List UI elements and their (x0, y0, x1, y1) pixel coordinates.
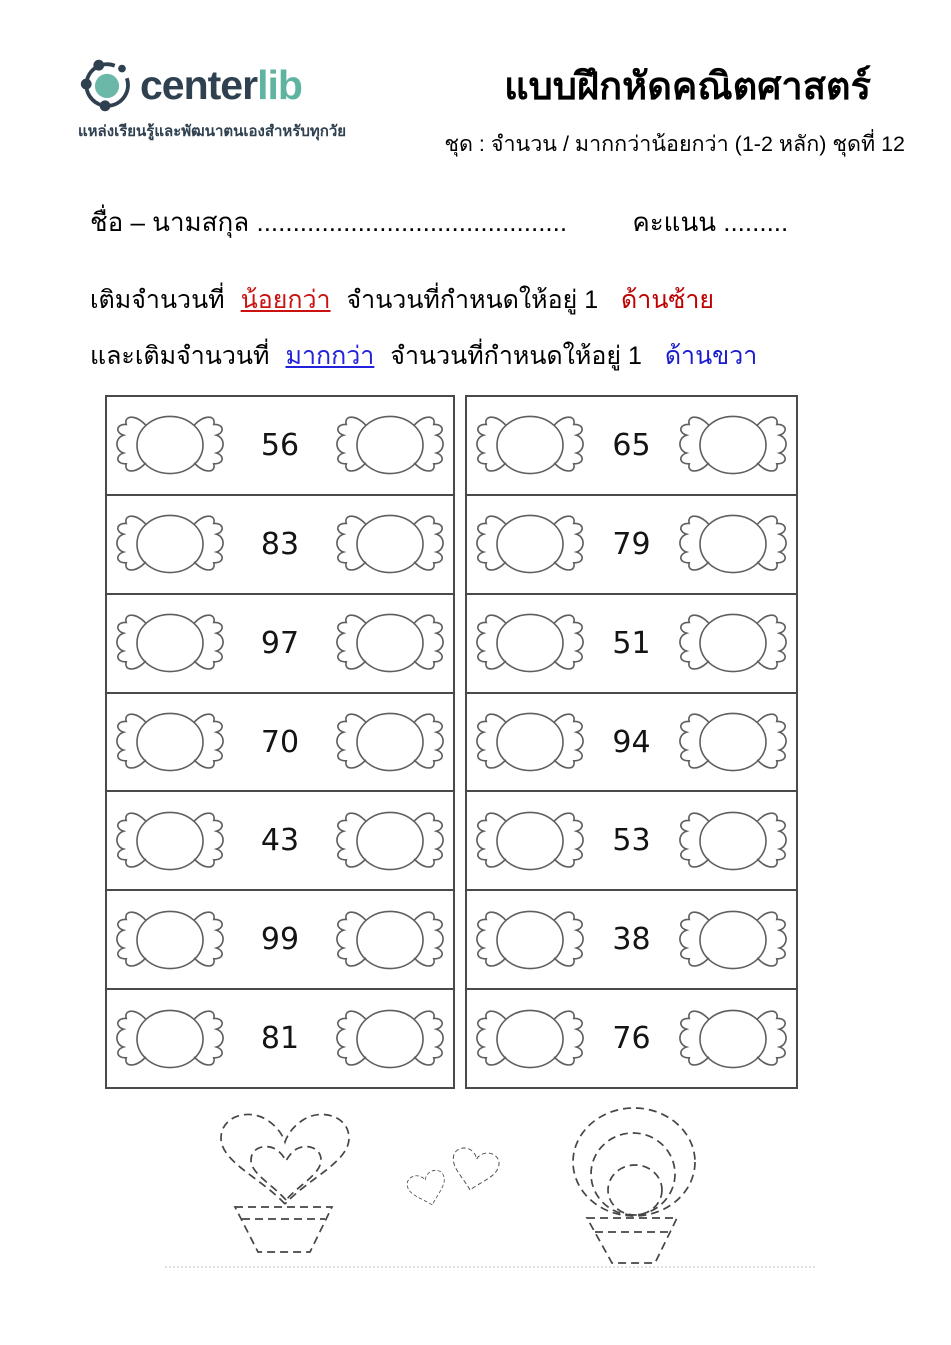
instruction-line-1 (90, 280, 714, 320)
circles-in-pot-drawing (560, 1095, 740, 1267)
hearts-in-pot-drawing (215, 1100, 385, 1260)
candy-blank-left (112, 803, 228, 879)
wordmark-center: center (140, 61, 258, 108)
faint-artifact-line (165, 1266, 815, 1268)
given-number: 38 (612, 922, 651, 958)
worksheet-row (467, 891, 796, 990)
given-number: 70 (260, 724, 300, 760)
candy-blank-left (112, 407, 228, 483)
candy-blank-right (332, 902, 448, 978)
given-number: 81 (260, 1021, 300, 1057)
score-label: คะแนน (632, 207, 716, 237)
centerlib-wordmark (140, 62, 302, 109)
instr2-side-right: ด้านขวา (664, 342, 758, 370)
centerlib-logo (78, 56, 302, 114)
given-number: 79 (612, 526, 651, 562)
candy-blank-left (472, 506, 588, 582)
given-number: 76 (612, 1021, 651, 1057)
centerlib-logo-icon (78, 56, 136, 114)
given-number: 56 (260, 427, 300, 463)
worksheet-row (467, 496, 796, 595)
candy-blank-right (332, 506, 448, 582)
candy-blank-left (472, 902, 588, 978)
instruction-line-2 (90, 336, 757, 376)
worksheet-row (107, 397, 453, 496)
wordmark-lib: lib (257, 61, 302, 108)
candy-blank-right (675, 704, 791, 780)
candy-blank-right (332, 1001, 448, 1077)
candy-blank-right (332, 407, 448, 483)
candy-blank-left (112, 902, 228, 978)
candy-blank-right (675, 407, 791, 483)
instr2-middle: จำนวนที่กำหนดให้อยู่ 1 (390, 342, 642, 370)
worksheet-row (107, 792, 453, 891)
candy-blank-left (472, 1001, 588, 1077)
given-number: 51 (612, 625, 651, 661)
name-label: ชื่อ – นามสกุล (90, 207, 250, 237)
candy-blank-left (112, 1001, 228, 1077)
candy-blank-right (675, 902, 791, 978)
candy-blank-right (332, 704, 448, 780)
logo-tagline: แหล่งเรียนรู้และพัฒนาตนเองสำหรับทุกวัย (78, 123, 347, 140)
given-number: 97 (260, 625, 300, 661)
candy-blank-left (112, 704, 228, 780)
worksheet-row (467, 990, 796, 1087)
worksheet-row (467, 792, 796, 891)
given-number: 65 (612, 427, 651, 463)
instr1-middle: จำนวนที่กำหนดให้อยู่ 1 (346, 286, 599, 314)
instr1-prefix: เติมจำนวนที่ (90, 286, 225, 314)
worksheet-row (107, 595, 453, 694)
worksheet-row (467, 397, 796, 496)
two-hearts-drawing (405, 1138, 505, 1216)
candy-blank-right (675, 1001, 791, 1077)
candy-blank-left (472, 605, 588, 681)
candy-blank-left (472, 704, 588, 780)
worksheet-row (107, 496, 453, 595)
given-number: 53 (612, 823, 651, 859)
given-number: 43 (260, 823, 300, 859)
candy-blank-left (472, 803, 588, 879)
instr2-prefix: และเติมจำนวนที่ (90, 342, 270, 370)
instr1-side-left: ด้านซ้าย (621, 286, 715, 314)
name-score-line (90, 202, 788, 243)
candy-blank-right (332, 605, 448, 681)
worksheet-row (107, 891, 453, 990)
page-subtitle: ชุด : จำนวน / มากกว่าน้อยกว่า (1-2 หลัก) ชุดที่ 12 (444, 132, 905, 156)
worksheet-row (107, 990, 453, 1087)
given-number: 83 (260, 526, 300, 562)
right-worksheet-column (465, 395, 798, 1089)
candy-blank-left (112, 605, 228, 681)
instr2-keyword-greater-than: มากกว่า (285, 342, 375, 370)
candy-blank-left (112, 506, 228, 582)
candy-blank-right (675, 605, 791, 681)
candy-blank-left (472, 407, 588, 483)
given-number: 99 (260, 922, 300, 958)
candy-blank-right (332, 803, 448, 879)
left-worksheet-column (105, 395, 455, 1089)
score-blank-dots: ......... (723, 207, 789, 237)
worksheet-row (467, 694, 796, 793)
candy-blank-right (675, 506, 791, 582)
instr1-keyword-less-than: น้อยกว่า (240, 286, 331, 314)
worksheet-row (467, 595, 796, 694)
name-blank-dots: ........................................... (256, 207, 568, 237)
page-title: แบบฝึกหัดคณิตศาสตร์ (504, 66, 871, 108)
worksheet-row (107, 694, 453, 793)
candy-blank-right (675, 803, 791, 879)
given-number: 94 (612, 724, 651, 760)
